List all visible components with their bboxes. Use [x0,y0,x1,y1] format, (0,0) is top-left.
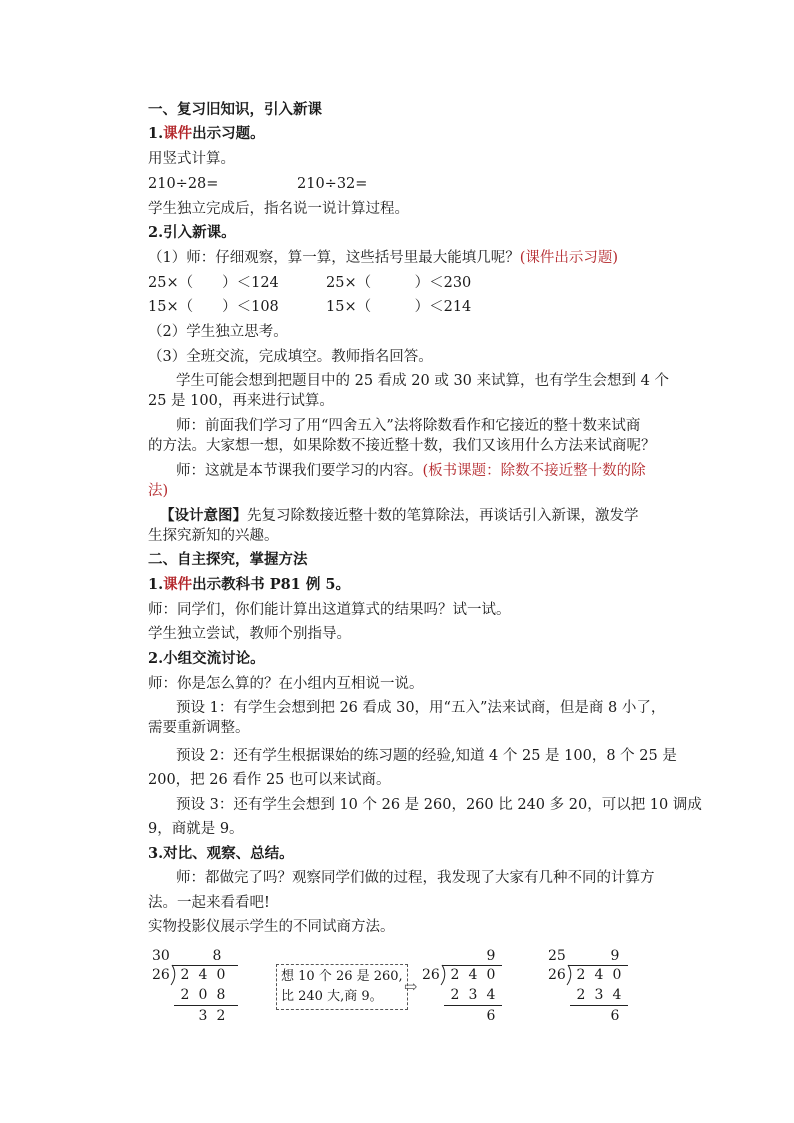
product-digit: 2 [576,987,586,1003]
question-1-text: （1）师：仔细观察，算一算，这些括号里最大能填几呢？ [148,250,520,266]
section2-step3: 3.对比、观察、总结。 [148,845,294,862]
step-text: 出示习题。 [192,125,265,142]
design-intent-line2: 生探究新知的兴趣。 [148,528,279,544]
dividend-digit: 4 [468,967,478,983]
question-2: （2）学生独立思考。 [148,324,288,340]
paragraph-1-line1: 学生可能会想到把题目中的 25 看成 20 或 30 来试算，也有学生会想到 4 个 [176,373,669,389]
preset-2-line2: 200，把 26 看作 25 也可以来试商。 [148,772,391,788]
paragraph-1-line2: 25 是 100，再来进行试算。 [148,393,334,409]
long-division-2 [420,948,510,1024]
division-bar [172,965,238,966]
product-digit: 8 [216,987,226,1003]
product-digit: 4 [612,987,622,1003]
student-instruction: 学生独立完成后，指名说一说计算过程。 [148,201,409,217]
divisor: 26 [548,967,566,983]
subtraction-line [174,1005,238,1006]
question-1-note: (课件出示习题) [519,250,619,266]
calc-expression-b: 210÷32= [297,176,368,192]
product-digit: 4 [486,987,496,1003]
section2-step2: 2.小组交流讨论。 [148,650,265,667]
design-intent-text: 先复习除数接近整十数的笔算除法，再谈话引入新课，激发学 [247,508,639,524]
dividend-digit: 0 [486,967,496,983]
step-text: 出示教科书 P81 例 5。 [192,576,350,593]
estimate-hint: 25 [548,948,566,964]
note-line-2: 比 240 大,商 9。 [281,989,383,1004]
inequality-1: 25×（ ）＜124 [148,275,279,291]
preset-1-line1: 预设 1：有学生会想到把 26 看成 30，用“五入”法来试商，但是商 8 小了， [176,700,666,716]
question-1 [148,248,618,268]
courseware-label: 课件 [163,125,193,142]
product-digit: 0 [198,987,208,1003]
section2-title: 二、自主探究，掌握方法 [148,551,308,568]
paragraph-2-line1: 师：前面我们学习了用“四舍五入”法将除数看作和它接近的整十数来试商 [176,418,641,434]
product-digit: 3 [594,987,604,1003]
section1-title: 一、复习旧知识，引入新课 [148,101,322,118]
dividend-digit: 2 [180,967,190,983]
inequality-2: 25×（ ）＜230 [326,275,472,291]
dividend-digit: 2 [576,967,586,983]
remainder-digit: 2 [216,1008,226,1024]
section1-step1 [148,124,265,144]
preset-3-line1: 预设 3：还有学生会想到 10 个 26 是 260，260 比 240 多 20，可以把 10 调成 [176,797,702,813]
division-bar [568,965,628,966]
courseware-label: 课件 [163,576,193,593]
dividend-digit: 4 [198,967,208,983]
dividend-digit: 2 [450,967,460,983]
divisor: 26 [152,967,170,983]
product-digit: 3 [468,987,478,1003]
paragraph-3-text: 师：这就是本节课我们要学习的内容。 [176,463,423,479]
preset-2-line1: 预设 2：还有学生根据课始的练习题的经验,知道 4 个 25 是 100，8 个 25 是 [176,748,677,764]
quotient-digit: 8 [212,948,222,964]
preset-1-line2: 需要重新调整。 [148,720,250,736]
dividend-digit: 4 [594,967,604,983]
divisor: 26 [422,967,440,983]
teacher-line-1: 师：同学们，你们能计算出这道算式的结果吗？试一试。 [148,602,511,618]
step-number: 1. [148,576,164,593]
preset-3-line2: 9，商就是 9。 [148,821,244,837]
long-division-1 [150,948,250,1024]
remainder-digit: 6 [610,1008,620,1024]
subtraction-line [570,1005,628,1006]
paragraph-3-line2: 法) [148,483,169,499]
product-digit: 2 [180,987,190,1003]
dividend-digit: 0 [216,967,226,983]
board-title-note: (板书课题：除数不接近整十数的除 [422,463,646,479]
note-line-1: 想 10 个 26 是 260, [281,969,403,984]
design-intent-label: 【设计意图】 [160,507,247,524]
instruction-vertical-calc: 用竖式计算。 [148,151,235,167]
teacher-line-3-line2: 法。一起来看看吧! [148,895,270,911]
division-bar [442,965,502,966]
calc-expression-a: 210÷28= [148,176,219,192]
inequality-3: 15×（ ）＜108 [148,299,279,315]
paragraph-3-line1 [176,461,646,481]
section2-step1 [148,575,350,595]
quotient-digit: 9 [486,948,496,964]
student-try-line: 学生独立尝试，教师个别指导。 [148,626,351,642]
product-digit: 2 [450,987,460,1003]
subtraction-line [444,1005,502,1006]
paragraph-2-line2: 的方法。大家想一想，如果除数不接近整十数，我们又该用什么方法来试商呢？ [148,438,656,454]
long-division-3 [546,948,636,1024]
question-3: （3）全班交流，完成填空。教师指名回答。 [148,349,433,365]
thinking-note-box [276,964,408,1010]
teacher-line-3-line1: 师：都做完了吗？观察同学们做的过程，我发现了大家有几种不同的计算方 [176,870,655,886]
remainder-digit: 3 [198,1008,208,1024]
design-intent-line1 [160,506,639,526]
inequality-4: 15×（ ）＜214 [326,299,472,315]
dividend-digit: 0 [612,967,622,983]
step-number: 1. [148,125,164,142]
remainder-digit: 6 [486,1008,496,1024]
quotient-digit: 9 [610,948,620,964]
projector-line: 实物投影仪展示学生的不同试商方法。 [148,919,395,935]
teacher-line-2: 师：你是怎么算的？在小组内互相说一说。 [148,676,424,692]
section1-step2: 2.引入新课。 [148,224,236,241]
estimate-hint: 30 [152,948,170,964]
right-arrow-icon: ⇨ [404,977,418,996]
